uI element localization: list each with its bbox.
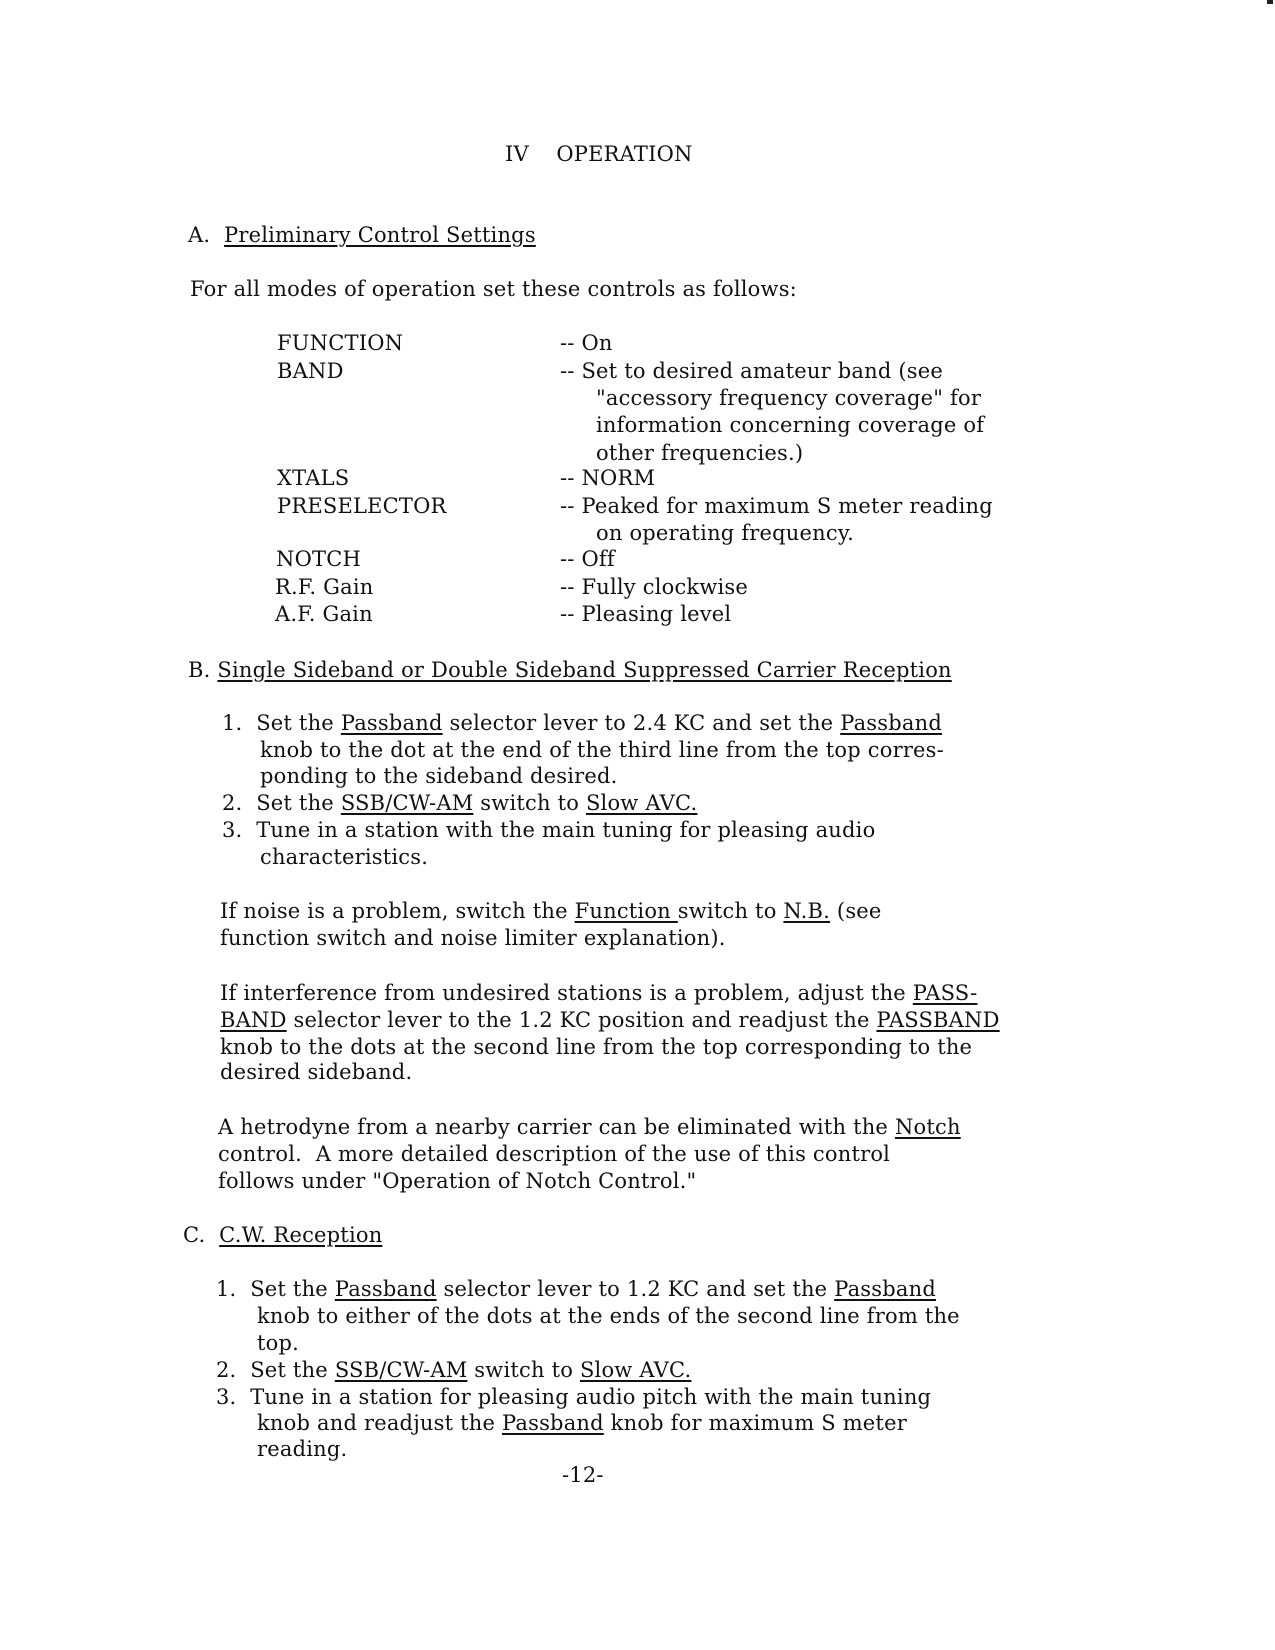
para-text: switch to <box>677 899 784 923</box>
term-slow-avc: Slow AVC. <box>579 1358 692 1382</box>
term-passband: Passband <box>834 1277 936 1301</box>
setting-control: R.F. Gain <box>275 575 374 599</box>
para-interference-line3: knob to the dots at the second line from the top corresponding to the <box>220 1035 973 1059</box>
step-text: Tune in a station with the main tuning for pleasing audio <box>256 818 876 842</box>
term-slow-avc: Slow AVC. <box>585 791 698 815</box>
para-interference-line2 <box>220 1007 1000 1034</box>
term-function: Function <box>574 899 678 923</box>
setting-value: -- Set to desired amateur band (see <box>560 359 943 383</box>
step-b1 <box>222 710 942 737</box>
setting-control: FUNCTION <box>277 331 404 355</box>
term-passband: Passband <box>340 711 443 735</box>
step-text: knob and readjust the <box>257 1411 502 1435</box>
setting-control: BAND <box>277 359 344 383</box>
step-text: selector lever to 2.4 KC and set the <box>442 711 841 735</box>
step-number: 2. <box>216 1358 237 1382</box>
step-text: switch to <box>467 1358 580 1382</box>
scan-mark <box>1267 0 1273 4</box>
setting-value: -- NORM <box>560 466 656 490</box>
step-b3 <box>222 817 875 844</box>
section-b-heading <box>188 657 952 684</box>
step-text: Set the <box>250 1277 335 1301</box>
para-interference-line4: desired sideband. <box>220 1060 413 1084</box>
para-text: (see <box>830 899 882 923</box>
setting-value: -- Pleasing level <box>560 602 732 626</box>
term-passband: PASSBAND <box>876 1008 1000 1032</box>
step-b3-cont: characteristics. <box>260 845 429 869</box>
setting-control: XTALS <box>277 466 350 490</box>
term-passband: Passband <box>502 1411 604 1435</box>
term-passband: BAND <box>220 1008 287 1032</box>
term-passband: PASS- <box>912 981 978 1005</box>
setting-control: PRESELECTOR <box>277 494 447 518</box>
term-ssb-cw-am: SSB/CW-AM <box>340 791 474 815</box>
para-notch <box>218 1114 961 1141</box>
step-text: knob for maximum S meter <box>603 1411 907 1435</box>
setting-value: -- On <box>560 331 613 355</box>
section-c-title: C.W. Reception <box>219 1223 383 1247</box>
step-number: 1. <box>222 711 243 735</box>
section-a-intro: For all modes of operation set these controls as follows: <box>190 277 797 301</box>
para-notch-line3: follows under "Operation of Notch Control." <box>218 1169 697 1193</box>
step-c2 <box>216 1357 691 1384</box>
term-passband: Passband <box>334 1277 437 1301</box>
setting-value-cont: on operating frequency. <box>596 521 854 545</box>
term-passband: Passband <box>840 711 942 735</box>
para-notch-line2: control. A more detailed description of the use of this control <box>218 1142 891 1166</box>
step-number: 3. <box>222 818 243 842</box>
term-nb: N.B. <box>783 899 831 923</box>
step-b2 <box>222 790 697 817</box>
step-c1-cont: top. <box>257 1331 300 1355</box>
setting-control: A.F. Gain <box>275 602 373 626</box>
page-number: -12- <box>562 1463 604 1487</box>
step-b1-cont: knob to the dot at the end of the third line from the top corres- <box>260 738 944 762</box>
step-number: 1. <box>216 1277 237 1301</box>
step-number: 3. <box>216 1385 237 1409</box>
step-b1-cont: ponding to the sideband desired. <box>260 764 618 788</box>
section-c-letter: C. <box>183 1223 206 1247</box>
setting-value: -- Off <box>560 547 615 571</box>
term-ssb-cw-am: SSB/CW-AM <box>334 1358 468 1382</box>
setting-value-cont: information concerning coverage of <box>596 413 985 437</box>
setting-value: -- Peaked for maximum S meter reading <box>560 494 993 518</box>
para-noise-cont: function switch and noise limiter explanation). <box>220 926 726 950</box>
para-text: A hetrodyne from a nearby carrier can be eliminated with the <box>218 1115 895 1139</box>
section-b-title: Single Sideband or Double Sideband Suppressed Carrier Reception <box>217 658 952 682</box>
step-number: 2. <box>222 791 243 815</box>
step-c1 <box>216 1276 936 1303</box>
section-a-heading <box>188 222 536 249</box>
para-noise <box>220 898 882 925</box>
step-c1-cont: knob to either of the dots at the ends of the second line from the <box>257 1304 960 1328</box>
para-text: If noise is a problem, switch the <box>220 899 575 923</box>
page-heading: IV OPERATION <box>505 142 693 166</box>
para-text: selector lever to the 1.2 KC position and readjust the <box>286 1008 877 1032</box>
section-b-letter: B. <box>188 658 211 682</box>
step-c3-cont <box>257 1410 907 1437</box>
setting-control: NOTCH <box>276 547 361 571</box>
step-c3 <box>216 1384 931 1411</box>
section-a-title: Preliminary Control Settings <box>224 223 536 247</box>
step-text: Set the <box>256 711 341 735</box>
para-interference <box>220 980 977 1007</box>
step-text: Tune in a station for pleasing audio pitch with the main tuning <box>250 1385 932 1409</box>
para-text: If interference from undesired stations is a problem, adjust the <box>220 981 913 1005</box>
step-c3-last: reading. <box>257 1437 348 1461</box>
step-text: Set the <box>250 1358 335 1382</box>
step-text: Set the <box>256 791 341 815</box>
setting-value-cont: "accessory frequency coverage" for <box>596 386 982 410</box>
step-text: selector lever to 1.2 KC and set the <box>436 1277 835 1301</box>
section-c-heading <box>183 1222 382 1249</box>
section-a-letter: A. <box>188 223 211 247</box>
step-text: switch to <box>473 791 586 815</box>
setting-value-cont: other frequencies.) <box>596 441 804 465</box>
term-notch: Notch <box>894 1115 961 1139</box>
setting-value: -- Fully clockwise <box>560 575 749 599</box>
